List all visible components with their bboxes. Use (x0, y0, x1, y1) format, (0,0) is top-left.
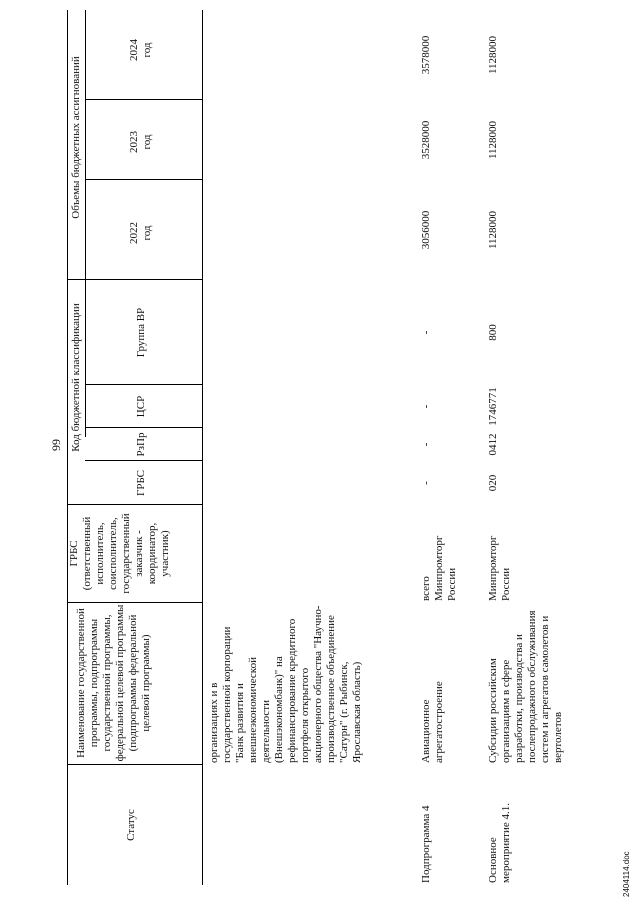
row-1-name: Авиационное агрегатостроение (420, 681, 445, 763)
row-1-grbs: - (420, 481, 432, 485)
header-budget-code: Код бюджетной классификации (70, 303, 82, 452)
row-2-rzpr: 0412 (487, 433, 499, 456)
header-top-rule (67, 10, 68, 885)
row-1-vr: - (420, 330, 432, 335)
header-bottom-rule (202, 10, 203, 885)
row-2-vr: 800 (487, 324, 499, 341)
header-subrule-budget (85, 10, 86, 437)
row-1-owner: всего Минпромторг России (420, 535, 458, 601)
row-1-2022: 3056000 (420, 210, 432, 250)
header-grbs-owner: ГРБС (ответственный исполнитель, соисполнитель, государственный заказчик - координатор, участник) (68, 513, 171, 594)
header-csr: ЦСР (135, 395, 147, 418)
row-1-status: Подпрограмма 4 (420, 805, 432, 883)
header-year-2023: 2023 год (128, 131, 153, 153)
header-year-2024: 2024 год (128, 39, 153, 61)
row-2-grbs: 020 (487, 474, 499, 492)
row-1-2023: 3528000 (420, 120, 432, 160)
row-2-2024: 1128000 (487, 35, 499, 75)
row-2-owner: Минпромторг России (487, 535, 512, 601)
col-rule-8 (85, 179, 202, 180)
col-rule-9 (85, 99, 202, 100)
row-0-name: организациях и в государственной корпорации "Банк развития и внешнеэкономической деятельности (Внешэкономбанк)" на рефинансирование кредитного портфеля открытого акционерного общества "Научно-производственное объединение "Сатурн" (г. Рыбинск, Ярославская область) (208, 605, 363, 763)
col-rule-2 (67, 602, 202, 603)
header-grbs: ГРБС (135, 469, 147, 497)
row-2-status: Основное мероприятие 4.1. (487, 802, 512, 883)
header-vr: Группа ВР (135, 307, 147, 358)
header-rzpr: РзПр (135, 432, 147, 457)
row-1-csr: - (420, 404, 432, 409)
row-2-csr: 1746771 (487, 387, 499, 426)
row-2-name: Субсидии российским организациям в сфере разработки, производства и послепродажного обслуживания систем и агрегатов самолетов и вертолетов (487, 610, 564, 763)
row-2-2023: 1128000 (487, 120, 499, 160)
header-year-2022: 2022 год (128, 222, 153, 244)
header-status: Статус (125, 809, 137, 841)
document-id: 2404114.doc (622, 851, 631, 897)
row-1-rzpr: - (420, 442, 432, 447)
row-2-2022: 1128000 (487, 210, 499, 250)
header-budget-volumes: Объемы бюджетных ассигнований (70, 56, 82, 219)
page-number: 99 (49, 439, 63, 451)
row-1-2024: 3578000 (420, 35, 432, 75)
header-program-name: Наименование государственной программы, подпрограммы государственной программы, федеральной целевой программы (подпрограммы федеральной целевой программы) (75, 604, 152, 762)
